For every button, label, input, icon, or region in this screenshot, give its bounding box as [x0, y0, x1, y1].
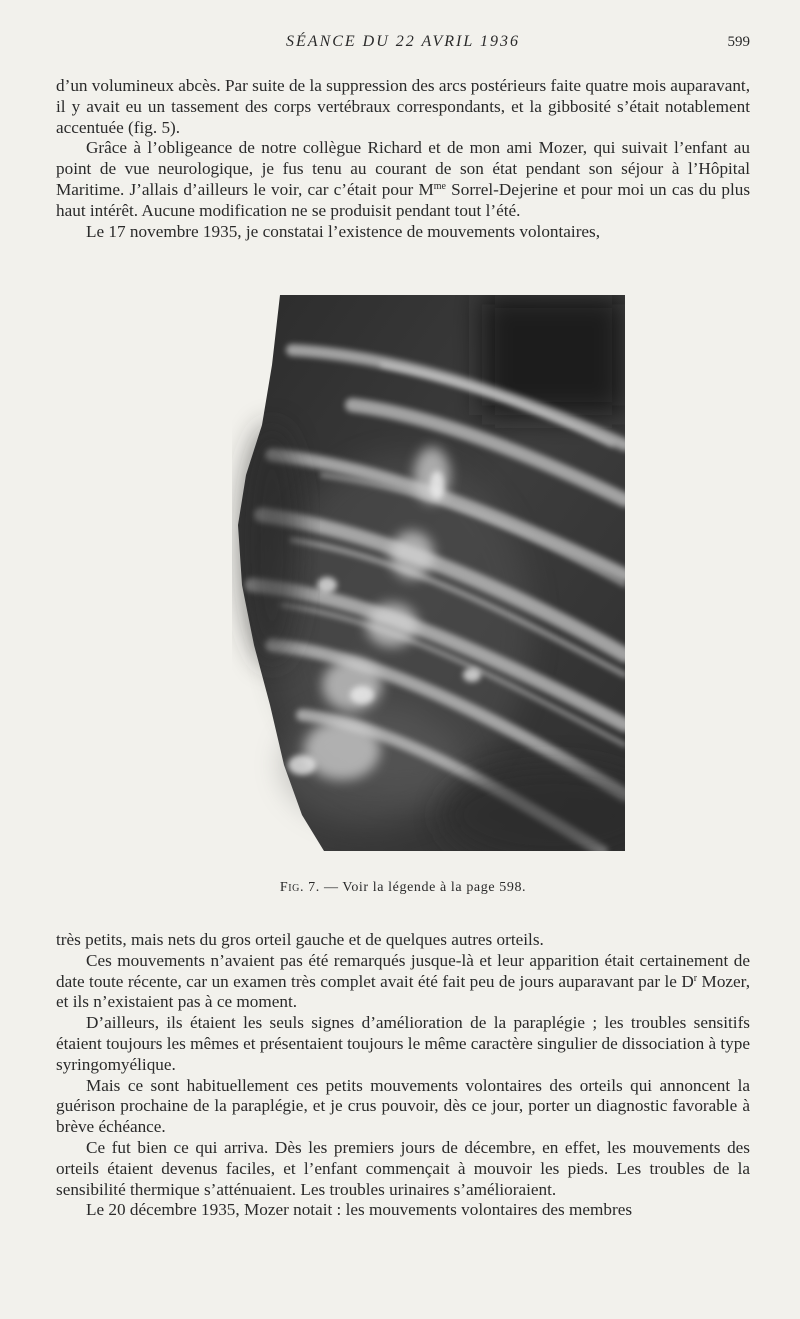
body-text-top [56, 76, 750, 242]
superscript-abbrev: me [433, 180, 446, 192]
superscript-abbrev: r [693, 972, 698, 984]
paragraph-november: Le 17 novembre 1935, je constatai l’existence de mouvements volontaires, [86, 221, 601, 241]
figure-caption [56, 878, 750, 898]
paragraph-decembre: Ce fut bien ce qui arriva. Dès les premiers jours de décembre, en effet, les mouvements des orteils étaient devenus faciles, et l’enfant commençait à mouvoir les pieds. Les troubles de la sensibilité thermique s’atténuaient. Les troubles urinaires s’amélioraient. [56, 1137, 750, 1199]
body-text-bottom [56, 930, 750, 1221]
paragraph-amelioration: D’ailleurs, ils étaient les seuls signes d’amélioration de la paraplégie ; les troubles sensitifs étaient toujours les mêmes et présentaient toujours le même caractère singulier de dissociation à type syringomyélique. [56, 1013, 750, 1074]
running-title: SÉANCE DU 22 AVRIL 1936 [286, 33, 520, 50]
xray-image [232, 295, 625, 851]
caption-text: — Voir la légende à la page 598. [319, 880, 527, 895]
paragraph-continuation: d’un volumineux abcès. Par suite de la suppression des arcs postérieurs faite quatre mois auparavant, il y avait eu un tassement des corps vertébraux correspondants, et la gibbosité s’était notablement accentuée (fig. 5). [56, 76, 750, 137]
paragraph-diagnostic: Mais ce sont habituellement ces petits mouvements volontaires des orteils qui annoncent la guérison prochaine de la paraplégie, et je crus pouvoir, dès ce jour, porter un diagnostic favorable à brève échéance. [56, 1075, 750, 1137]
paragraph-text: Sorrel-Dejerine et pour moi un cas du plus haut intérêt. Aucune modification ne se produisit pendant tout l’été. [56, 179, 751, 220]
paragraph-mozer-notait: Le 20 décembre 1935, Mozer notait : les mouvements volontaires des membres [86, 1200, 633, 1220]
page-number: 599 [727, 34, 750, 50]
paragraph-continuation: très petits, mais nets du gros orteil gauche et de quelques autres orteils. [56, 930, 544, 949]
running-head [56, 30, 750, 54]
paragraph-richard-mozer [56, 138, 750, 221]
paragraph-mouvements [56, 951, 750, 1013]
paragraph-text: Ces mouvements n’avaient pas été remarqués jusque-là et leur apparition était certainement de date toute récente, car un examen très complet avait été fait peu de jours auparavant par le D [56, 950, 750, 991]
paragraph-text: Mozer, et ils n’existaient pas à ce moment. [56, 971, 750, 1012]
paragraph-text: Grâce à l’obligeance de notre collègue Richard et de mon ami Mozer, qui suivait l’enfant au point de vue neurologique, je fus tenu au courant de son état pendant son séjour à l’Hôpital Maritime. J’allais d’ailleurs le voir, car c’était pour M [56, 138, 750, 199]
xray-photograph [232, 295, 625, 851]
caption-label: Fig. 7. [279, 880, 320, 895]
